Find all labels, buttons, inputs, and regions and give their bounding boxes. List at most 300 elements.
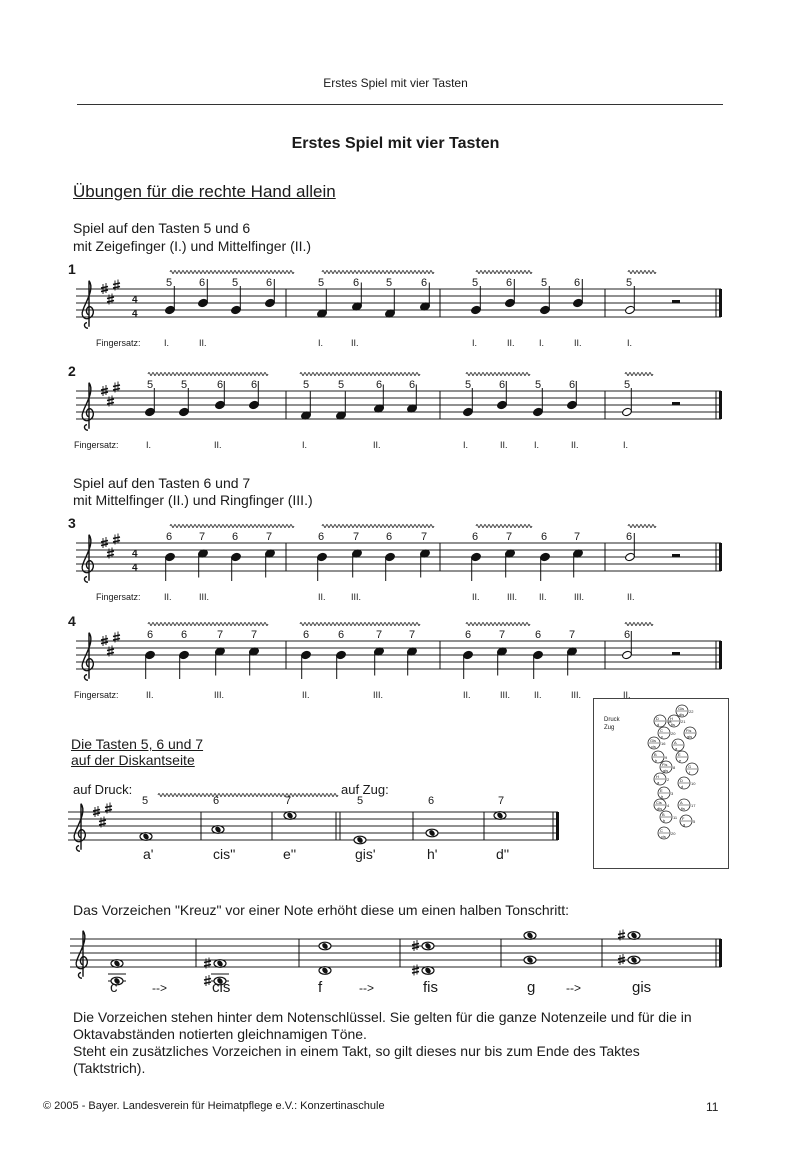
quarter-note xyxy=(144,650,155,679)
finger-marking: II. xyxy=(507,338,515,348)
diskant-svg xyxy=(0,785,580,875)
key-number: 6 xyxy=(232,531,239,543)
treble-clef-icon xyxy=(82,281,93,329)
key-number: 6 xyxy=(472,531,479,543)
chart-button-bottom: gis xyxy=(663,768,669,773)
key-number: 6 xyxy=(506,277,513,289)
chart-button-top: C xyxy=(660,828,663,833)
paragraph-1: Die Vorzeichen stehen hinter dem Notenschlüssel. Sie gelten für die ganze Notenzeile und für die in Oktavabständen notierten gleichnamigen Töne. xyxy=(73,1009,692,1042)
key-number: 7 xyxy=(217,629,224,641)
chart-button-number: 9 xyxy=(665,755,668,760)
chart-button-bottom: a xyxy=(657,780,660,785)
key-number: 6 xyxy=(428,795,435,807)
header-divider xyxy=(77,104,723,105)
chart-button-top: A xyxy=(674,740,677,745)
zug-label: Zug xyxy=(604,725,615,731)
paragraph-2: Steht ein zusätzliches Vorzeichen in einem Takt, so gilt dieses nur bis zum Ende des Taktes (Taktstrich). xyxy=(73,1043,640,1076)
finger-marking: III. xyxy=(214,690,225,700)
key-number: 5 xyxy=(303,379,310,391)
chart-button xyxy=(658,787,674,799)
final-barline xyxy=(719,391,722,419)
note-name: e'' xyxy=(283,846,297,862)
time-signature-bottom: 4 xyxy=(132,562,138,574)
button-chart-svg xyxy=(594,699,728,868)
chart-button-number: 16 xyxy=(661,741,666,746)
key-number: 7 xyxy=(569,629,576,641)
key-number: 6 xyxy=(376,379,383,391)
key-number: 6 xyxy=(353,277,360,289)
whole-note xyxy=(524,956,536,964)
finger-marking: I. xyxy=(534,440,540,450)
key-number: 6 xyxy=(541,531,548,543)
note-name: cis'' xyxy=(213,846,236,862)
key-number: 7 xyxy=(409,629,416,641)
finger-marking: III. xyxy=(571,690,582,700)
sharp-label: c xyxy=(110,979,118,996)
group2-line2: mit Mittelfinger (II.) und Ringfinger (III.) xyxy=(73,492,313,508)
key-number: 7 xyxy=(574,531,581,543)
chart-button-number: 5 xyxy=(693,819,696,824)
quarter-note xyxy=(419,549,430,578)
chart-button-top: B xyxy=(654,752,657,757)
quarter-note xyxy=(300,650,311,679)
phrase-wave xyxy=(628,525,656,528)
key-number: 7 xyxy=(285,795,292,807)
treble-clef-icon xyxy=(82,383,93,431)
whole-note xyxy=(319,942,331,950)
chart-button-top: E xyxy=(660,788,663,793)
chart-button-bottom: dis xyxy=(679,712,685,717)
fingersatz-label: Fingersatz: xyxy=(74,440,119,450)
group1-line1: Spiel auf den Tasten 5 und 6 xyxy=(73,220,251,236)
quarter-note xyxy=(504,549,515,578)
sharp-label: g xyxy=(527,979,536,996)
phrase-wave xyxy=(300,373,420,376)
quarter-note xyxy=(462,388,473,417)
quarter-note xyxy=(572,549,583,578)
chart-button-top: H xyxy=(656,774,659,779)
finger-marking: I. xyxy=(627,338,633,348)
quarter-note xyxy=(300,392,311,421)
key-number: 6 xyxy=(251,379,258,391)
key-number: 6 xyxy=(535,629,542,641)
finger-marking: III. xyxy=(351,592,362,602)
chart-button xyxy=(654,799,670,811)
quarter-note xyxy=(496,647,507,676)
diskant-heading-line1: Die Tasten 5, 6 und 7 xyxy=(71,736,204,752)
note-name: h' xyxy=(427,846,438,862)
whole-note xyxy=(422,967,434,975)
quarter-note xyxy=(373,647,384,676)
chart-button-bottom: gis xyxy=(687,734,693,739)
footer-copyright: © 2005 - Bayer. Landesverein für Heimatpflege e.V.: Konzertinaschule xyxy=(43,1100,385,1112)
whole-note xyxy=(628,932,640,940)
finger-marking: III. xyxy=(199,592,210,602)
finger-marking: II. xyxy=(627,592,635,602)
chart-button-bottom: cis xyxy=(661,834,666,839)
key-number: 6 xyxy=(147,629,154,641)
sharp-label: --> xyxy=(359,981,374,995)
chart-button-top: B xyxy=(662,812,665,817)
finger-marking: II. xyxy=(539,592,547,602)
key-number: 6 xyxy=(318,531,325,543)
half-rest-icon xyxy=(672,652,680,655)
sharp-label: --> xyxy=(152,981,167,995)
key-number: 7 xyxy=(421,531,428,543)
exercise-number: 1 xyxy=(68,261,76,277)
sharp-label: --> xyxy=(566,981,581,995)
key-number: 6 xyxy=(338,629,345,641)
key-number: 6 xyxy=(217,379,224,391)
phrase-wave xyxy=(625,623,653,626)
finger-marking: I. xyxy=(472,338,478,348)
sharp-label: cis xyxy=(212,979,231,996)
time-signature-top: 4 xyxy=(132,294,138,306)
chart-button-number: 17 xyxy=(691,803,696,808)
finger-marking: I. xyxy=(164,338,170,348)
section-heading: Übungen für die rechte Hand allein xyxy=(73,182,336,201)
page-title: Erstes Spiel mit vier Tasten xyxy=(291,135,500,152)
whole-note xyxy=(628,956,640,964)
chart-button-top: H xyxy=(670,716,673,721)
phrase-wave xyxy=(148,373,268,376)
chart-button xyxy=(678,799,696,811)
exercise-2 xyxy=(0,360,791,460)
chart-button-top: Gis xyxy=(650,738,656,743)
key-number: 7 xyxy=(376,629,383,641)
finger-marking: I. xyxy=(302,440,308,450)
chart-button-number: 21 xyxy=(681,719,686,724)
key-number: 5 xyxy=(232,277,239,289)
key-number: 7 xyxy=(506,531,513,543)
phrase-wave xyxy=(158,794,338,797)
finger-marking: II. xyxy=(318,592,326,602)
key-number: 5 xyxy=(142,795,149,807)
chart-button xyxy=(672,739,684,751)
treble-clef-icon xyxy=(76,931,87,979)
chart-button xyxy=(676,751,688,763)
exercise-number: 2 xyxy=(68,363,76,379)
quarter-note xyxy=(316,290,327,319)
key-number: 6 xyxy=(465,629,472,641)
key-number: 6 xyxy=(266,277,273,289)
chart-button-top: Fis xyxy=(686,728,692,733)
half-note xyxy=(624,286,635,315)
fingersatz-label: Fingersatz: xyxy=(96,338,141,348)
key-number: 6 xyxy=(421,277,428,289)
chart-button-number: 20 xyxy=(671,731,676,736)
druck-label: auf Druck: xyxy=(73,782,133,797)
chart-button xyxy=(658,827,676,839)
exercise-staff xyxy=(0,610,791,710)
whole-note xyxy=(422,942,434,950)
chart-button xyxy=(678,777,696,789)
chart-button-bottom: d xyxy=(681,784,684,789)
treble-clef-icon xyxy=(82,535,93,583)
key-number: 5 xyxy=(624,379,631,391)
quarter-note xyxy=(335,650,346,679)
phrase-wave xyxy=(170,271,294,274)
quarter-note xyxy=(178,650,189,679)
group2-line1: Spiel auf den Tasten 6 und 7 xyxy=(73,475,251,491)
finger-marking: I. xyxy=(623,440,629,450)
sharp-label: gis xyxy=(632,979,652,996)
sharp-svg xyxy=(0,915,791,1000)
quarter-note xyxy=(230,552,241,581)
phrase-wave xyxy=(322,271,434,274)
chart-button-bottom: g xyxy=(683,822,686,827)
final-barline xyxy=(719,641,722,669)
quarter-note xyxy=(470,552,481,581)
whole-note xyxy=(214,960,226,968)
half-rest-icon xyxy=(672,402,680,405)
whole-note xyxy=(354,836,366,844)
exercise-number: 4 xyxy=(68,613,76,629)
finger-marking: III. xyxy=(373,690,384,700)
chart-button-bottom: a xyxy=(675,746,678,751)
finger-marking: III. xyxy=(574,592,585,602)
finger-marking: III. xyxy=(500,690,511,700)
key-number: 7 xyxy=(353,531,360,543)
diskant-heading xyxy=(71,736,203,768)
quarter-note xyxy=(248,647,259,676)
sharp-label: f xyxy=(318,979,323,996)
key-number: 5 xyxy=(318,277,325,289)
fingersatz-label: Fingersatz: xyxy=(74,690,119,700)
phrase-wave xyxy=(625,373,653,376)
chart-button-top: F xyxy=(682,816,685,821)
key-number: 6 xyxy=(569,379,576,391)
quarter-note xyxy=(335,392,346,421)
key-number: 7 xyxy=(498,795,505,807)
phrase-wave xyxy=(300,623,420,626)
key-number: 6 xyxy=(574,277,581,289)
fingersatz-label: Fingersatz: xyxy=(96,592,141,602)
key-number: 5 xyxy=(181,379,188,391)
phrase-wave xyxy=(322,525,434,528)
key-number: 5 xyxy=(535,379,542,391)
finger-marking: I. xyxy=(318,338,324,348)
quarter-note xyxy=(230,286,241,315)
explanation-paragraph xyxy=(73,1009,713,1077)
phrase-wave xyxy=(148,623,268,626)
running-header: Erstes Spiel mit vier Tasten xyxy=(323,76,468,90)
chart-button xyxy=(684,727,696,739)
quarter-note xyxy=(351,549,362,578)
key-number: 5 xyxy=(541,277,548,289)
chart-button xyxy=(658,727,676,739)
whole-note xyxy=(426,829,438,837)
quarter-note xyxy=(164,552,175,581)
phrase-wave xyxy=(466,623,530,626)
finger-marking: II. xyxy=(574,338,582,348)
chart-button-bottom: h xyxy=(661,794,664,799)
note-name: gis' xyxy=(355,846,376,862)
chart-button-bottom: fis xyxy=(671,722,675,727)
chart-button-number: 18 xyxy=(667,719,672,724)
chart-button-top: E xyxy=(678,752,681,757)
finger-marking: II. xyxy=(214,440,222,450)
finger-marking: I. xyxy=(146,440,152,450)
finger-marking: II. xyxy=(463,690,471,700)
exercise-staff xyxy=(0,512,791,612)
whole-note xyxy=(524,932,536,940)
finger-marking: II. xyxy=(623,690,631,700)
finger-marking: II. xyxy=(472,592,480,602)
key-number: 7 xyxy=(251,629,258,641)
button-layout-chart xyxy=(593,698,729,869)
key-number: 5 xyxy=(626,277,633,289)
quarter-note xyxy=(532,650,543,679)
note-name: a' xyxy=(143,846,154,862)
key-number: 6 xyxy=(303,629,310,641)
phrase-wave xyxy=(476,271,532,274)
key-number: 6 xyxy=(181,629,188,641)
exercise-staff xyxy=(0,360,791,460)
chart-button-number: 22 xyxy=(689,709,694,714)
diskant-heading-line2: auf der Diskantseite xyxy=(71,752,195,768)
quarter-note xyxy=(470,286,481,315)
group1-line2: mit Zeigefinger (I.) und Mittelfinger (II.) xyxy=(73,238,312,254)
quarter-note xyxy=(539,286,550,315)
sharp-sign-icon xyxy=(204,975,211,986)
chart-button-bottom: dis xyxy=(657,806,663,811)
chart-button-bottom: cis xyxy=(651,744,656,749)
key-number: 5 xyxy=(166,277,173,289)
quarter-note xyxy=(316,552,327,581)
exercise-number: 3 xyxy=(68,515,76,531)
chart-button-number: 8 xyxy=(673,765,676,770)
page-number: 11 xyxy=(706,1100,719,1114)
chart-button xyxy=(654,773,670,785)
finger-marking: II. xyxy=(373,440,381,450)
chart-button xyxy=(676,705,694,717)
key-number: 5 xyxy=(147,379,154,391)
final-barline xyxy=(556,812,559,840)
whole-note xyxy=(319,967,331,975)
finger-marking: II. xyxy=(164,592,172,602)
chart-button xyxy=(686,763,698,775)
finger-marking: II. xyxy=(351,338,359,348)
chart-button-number: 20 xyxy=(671,831,676,836)
treble-clef-icon xyxy=(74,804,85,852)
whole-note xyxy=(494,812,506,820)
chart-button-top: D xyxy=(656,716,659,721)
chart-button-bottom: fis xyxy=(681,806,685,811)
key-number: 6 xyxy=(213,795,220,807)
key-number: 6 xyxy=(499,379,506,391)
chart-button-number: 2 xyxy=(667,777,670,782)
finger-marking: II. xyxy=(571,440,579,450)
chart-button-bottom: b xyxy=(655,758,658,763)
chart-button-top: D xyxy=(680,778,683,783)
exercise-3 xyxy=(0,512,791,612)
finger-marking: II. xyxy=(302,690,310,700)
whole-note xyxy=(284,812,296,820)
finger-marking: I. xyxy=(539,338,545,348)
chart-button xyxy=(660,811,678,823)
exercise-staff xyxy=(0,258,791,358)
chart-button xyxy=(660,761,676,773)
zug-label: auf Zug: xyxy=(341,782,389,797)
key-number: 7 xyxy=(499,629,506,641)
final-barline xyxy=(719,543,722,571)
final-barline xyxy=(719,289,722,317)
finger-marking: II. xyxy=(146,690,154,700)
chart-button-bottom: b xyxy=(663,818,666,823)
diskant-staff xyxy=(0,785,580,875)
quarter-note xyxy=(462,650,473,679)
whole-note xyxy=(140,833,152,841)
key-number: 6 xyxy=(199,277,206,289)
quarter-note xyxy=(264,549,275,578)
key-number: 5 xyxy=(338,379,345,391)
treble-clef-icon xyxy=(82,633,93,681)
chart-button-bottom: e xyxy=(679,758,682,763)
quarter-note xyxy=(539,552,550,581)
quarter-note xyxy=(144,388,155,417)
half-rest-icon xyxy=(672,300,680,303)
sharp-staff xyxy=(0,915,791,1000)
phrase-wave xyxy=(476,525,532,528)
chart-button xyxy=(680,815,696,827)
finger-marking: II. xyxy=(500,440,508,450)
quarter-note xyxy=(214,647,225,676)
sharp-sign-icon xyxy=(412,965,419,976)
chart-button-top: Cis xyxy=(656,800,662,805)
chart-button-number: 11 xyxy=(673,815,678,820)
finger-marking: I. xyxy=(463,440,469,450)
chart-button-top: A xyxy=(680,800,683,805)
key-number: 6 xyxy=(624,629,631,641)
druck-label: Druck xyxy=(604,717,620,723)
half-note xyxy=(621,388,632,417)
phrase-wave xyxy=(170,525,294,528)
finger-marking: III. xyxy=(507,592,518,602)
chart-button-number: 4 xyxy=(667,803,670,808)
whole-note xyxy=(111,960,123,968)
quarter-note xyxy=(566,647,577,676)
whole-note xyxy=(212,826,224,834)
time-signature-top: 4 xyxy=(132,548,138,560)
finger-marking: II. xyxy=(199,338,207,348)
quarter-note xyxy=(384,552,395,581)
key-number: 7 xyxy=(199,531,206,543)
chart-button-top: G xyxy=(688,764,692,769)
finger-marking: II. xyxy=(534,690,542,700)
sharp-label: fis xyxy=(423,979,438,996)
chart-button-top: Gis xyxy=(678,706,684,711)
chart-button-top: C xyxy=(660,728,663,733)
key-number: 6 xyxy=(166,531,173,543)
chart-button-top: Fis xyxy=(662,762,668,767)
key-number: 5 xyxy=(357,795,364,807)
key-number: 6 xyxy=(386,531,393,543)
note-name: d'' xyxy=(496,846,510,862)
time-signature-bottom: 4 xyxy=(132,308,138,320)
key-number: 5 xyxy=(472,277,479,289)
key-number: 5 xyxy=(386,277,393,289)
quarter-note xyxy=(532,388,543,417)
key-number: 6 xyxy=(626,531,633,543)
chart-button-bottom: c xyxy=(661,734,663,739)
sharp-intro: Das Vorzeichen "Kreuz" vor einer Note erhöht diese um einen halben Tonschritt: xyxy=(73,902,570,918)
quarter-note xyxy=(178,388,189,417)
quarter-note xyxy=(406,647,417,676)
chart-button-number: 10 xyxy=(691,781,696,786)
final-barline xyxy=(719,939,722,967)
exercise-4 xyxy=(0,610,791,710)
